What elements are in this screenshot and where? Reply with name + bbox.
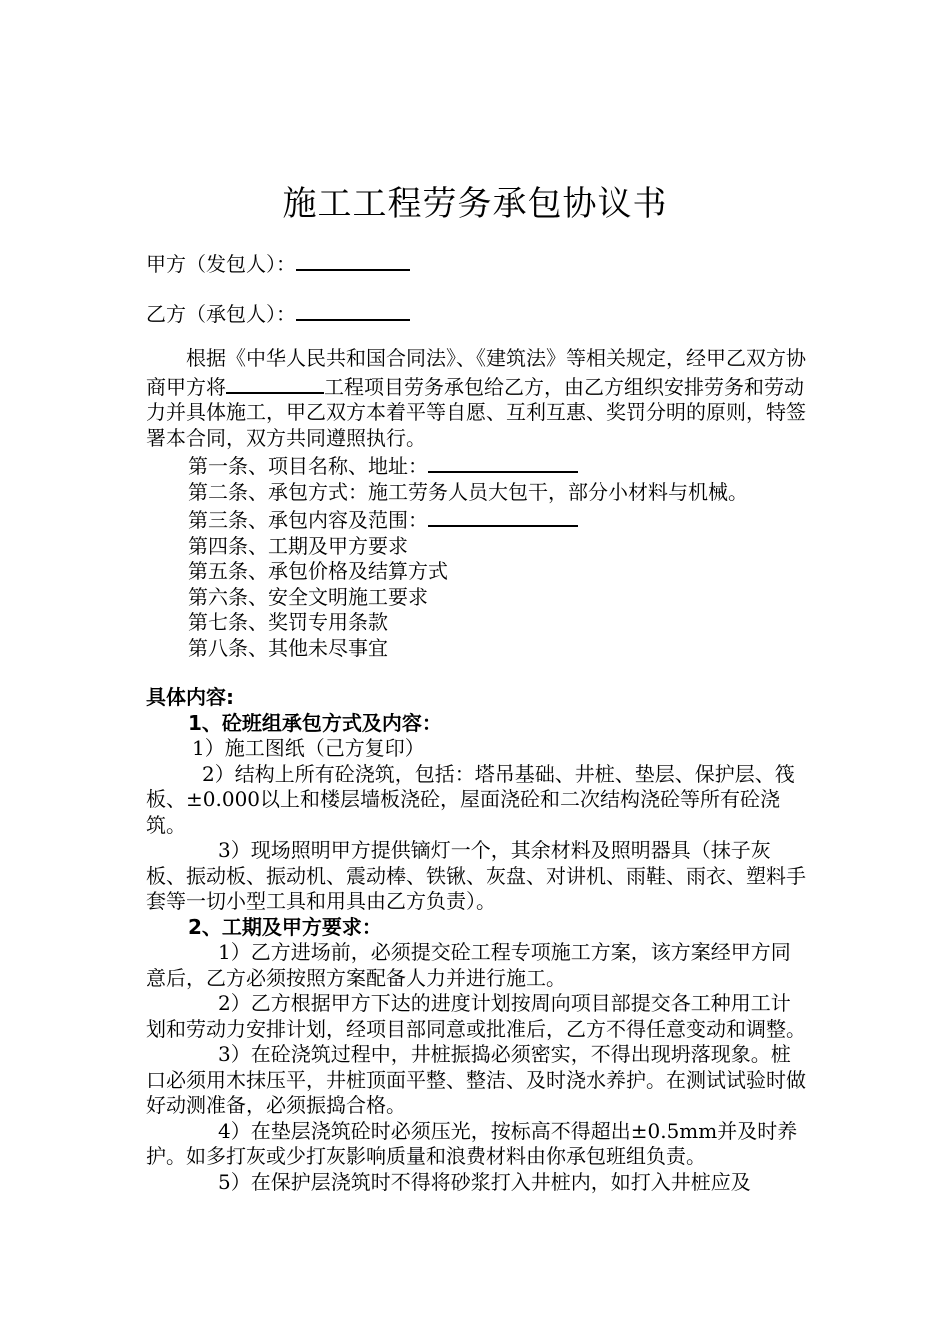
project-name-blank[interactable]	[226, 372, 324, 394]
clause-5: 第五条、承包价格及结算方式	[188, 559, 448, 583]
section-2-item-3: 3）在砼浇筑过程中，井桩振捣必须密实，不得出现坍落现象。桩口必须用木抹压平，井桩顶面平整、整洁、及时浇水养护。在测试试验时做好动测准备，必须振捣合格。	[146, 1042, 806, 1117]
clause-1	[146, 451, 806, 480]
clause-1-text: 第一条、项目名称、地址：	[188, 454, 428, 478]
party-a-line	[146, 248, 410, 277]
details-heading: 具体内容:	[146, 685, 234, 709]
section-2-item-2: 2）乙方根据甲方下达的进度计划按周向项目部提交各工种用工计划和劳动力安排计划，经项目部同意或批准后，乙方不得任意变动和调整。	[146, 991, 806, 1041]
clause-4: 第四条、工期及甲方要求	[188, 533, 408, 558]
intro-text-2: 工程项目劳务承包给乙方，由乙方组织安排劳务和劳动力并具体施工，甲乙双方本着平等自愿、互利互惠、奖罚分明的原则，特签署本合同，双方共同遵照执行。	[146, 374, 806, 450]
clause-6: 第六条、安全文明施工要求	[188, 584, 428, 609]
section-1-item-3: 3）现场照明甲方提供镝灯一个，其余材料及照明器具（抹子灰板、振动板、振动机、震动棒、铁锹、灰盘、对讲机、雨鞋、雨衣、塑料手套等一切小型工具和用具由乙方负责）。	[146, 838, 806, 913]
clause-2: 第二条、承包方式：施工劳务人员大包干，部分小材料与机械。	[188, 479, 748, 504]
document-body	[146, 346, 806, 1195]
clause-8: 第八条、其他未尽事宜	[188, 635, 388, 660]
party-b-blank[interactable]	[296, 299, 410, 321]
section-1-heading: 1、砼班组承包方式及内容：	[188, 710, 442, 735]
document-title: 施工工程劳务承包协议书	[282, 184, 668, 224]
section-2-heading: 2、工期及甲方要求：	[188, 914, 382, 939]
intro-text-1: 根据《中华人民共和国合同法》、《建筑法》等相关规定，经甲乙双方协商甲方将	[146, 346, 806, 399]
clause-7: 第七条、奖罚专用条款	[188, 610, 388, 634]
section-2-item-1: 1）乙方进场前，必须提交砼工程专项施工方案，该方案经甲方同意后，乙方必须按照方案配备人力并进行施工。	[146, 940, 791, 990]
party-b-line	[146, 298, 410, 327]
section-1-item-2: 2）结构上所有砼浇筑，包括：塔吊基础、井桩、垫层、保护层、筏板、±0.000以上和楼层墙板浇砼，屋面浇砼和二次结构浇砼等所有砼浇筑。	[146, 761, 795, 837]
section-1-item-1: 1）施工图纸（己方复印）	[192, 736, 425, 760]
clause-1-blank[interactable]	[428, 451, 578, 473]
intro-paragraph	[146, 346, 806, 451]
section-2-item-4: 4）在垫层浇筑砼时必须压光，按标高不得超出±0.5mm并及时养护。如多打灰或少打灰影响质量和浪费材料由你承包班组负责。	[146, 1118, 798, 1168]
party-b-label: 乙方（承包人）：	[146, 302, 296, 326]
clause-3	[146, 505, 806, 534]
party-a-blank[interactable]	[296, 249, 410, 271]
clause-3-text: 第三条、承包内容及范围：	[188, 508, 428, 532]
section-2-item-5: 5）在保护层浇筑时不得将砂浆打入井桩内，如打入井桩应及	[218, 1169, 751, 1194]
party-a-label: 甲方（发包人）：	[146, 252, 296, 276]
clause-3-blank[interactable]	[428, 505, 578, 527]
